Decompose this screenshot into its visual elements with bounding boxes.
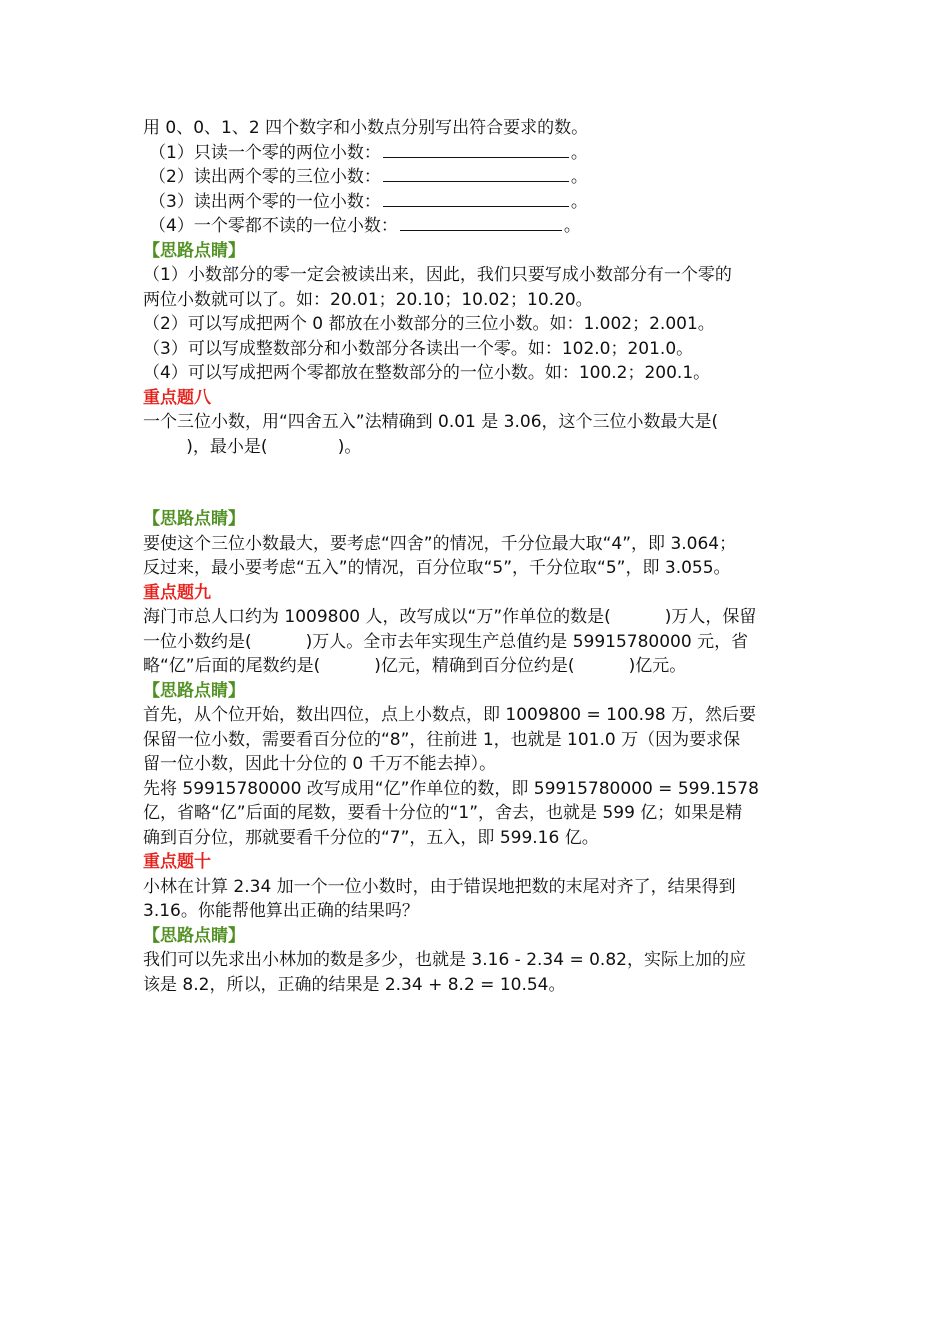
spacer: [143, 459, 813, 507]
q8-question-line: 一个三位小数，用“四舍五入”法精确到 0.01 是 3.06，这个三位小数最大是(: [143, 412, 719, 432]
q9-question-line: 海门市总人口约为 1009800 人，改写成以“万”作单位的数是( )万人，保留: [143, 607, 757, 627]
q7-hint-line: （2）可以写成把两个 0 都放在小数部分的三位小数。如：1.002；2.001。: [143, 314, 715, 334]
answer-blank: [383, 192, 569, 207]
q7-item-end: 。: [563, 216, 581, 236]
q8-title: 重点题八: [143, 387, 211, 408]
q8-hint-line: 反过来，最小要考虑“五入”的情况，百分位取“5”，千分位取“5”，即 3.055。: [143, 558, 731, 578]
q8-question-line: )，最小是( )。: [143, 436, 362, 457]
q10-hint-title: 【思路点睛】: [143, 925, 245, 946]
q7-item-2: [143, 165, 813, 190]
q10-question-line: 3.16。你能帮他算出正确的结果吗？: [143, 901, 419, 921]
q10-title: 重点题十: [143, 852, 211, 872]
answer-blank: [400, 216, 562, 231]
q7-intro: 用 0、0、1、2 四个数字和小数点分别写出符合要求的数。: [143, 118, 589, 138]
q9-hint-line: 亿，省略“亿”后面的尾数，要看十分位的“1”，舍去，也就是 599 亿；如果是精: [143, 803, 743, 823]
q8-hint-line: 要使这个三位小数最大，要考虑“四舍”的情况，千分位最大取“4”，即 3.064；: [143, 533, 737, 554]
q7-hint-line: （1）小数部分的零一定会被读出来，因此，我们只要写成小数部分有一个零的: [143, 265, 732, 285]
answer-blank: [383, 143, 569, 158]
q7-hint-line: （4）可以写成把两个零都放在整数部分的一位小数。如：100.2；200.1。: [143, 363, 711, 383]
q9-hint-line: 留一位小数，因此十分位的 0 千万不能去掉）。: [143, 754, 497, 774]
q8-hint-title: 【思路点睛】: [143, 509, 245, 529]
q7-hint-line: 两位小数就可以了。如：20.01；20.10；10.02；10.20。: [143, 289, 593, 310]
q9-question-line: 一位小数约是( )万人。全市去年实现生产总值约是 59915780000 元，省: [143, 631, 749, 652]
q10-hint-line: 该是 8.2，所以，正确的结果是 2.34 + 8.2 = 10.54。: [143, 974, 566, 995]
q9-title: 重点题九: [143, 582, 211, 603]
q7-item-4: [143, 214, 813, 239]
q7-item-1: [143, 141, 813, 166]
q7-item-label: （1）只读一个零的两位小数：: [149, 142, 381, 163]
q7-item-end: 。: [570, 142, 588, 163]
q7-item-label: （2）读出两个零的三位小数：: [149, 167, 381, 187]
q10-question-line: 小林在计算 2.34 加一个一位小数时，由于错误地把数的末尾对齐了，结果得到: [143, 876, 736, 897]
q7-hint-line: （3）可以写成整数部分和小数部分各读出一个零。如：102.0；201.0。: [143, 338, 694, 359]
q7-item-label: （4）一个零都不读的一位小数：: [149, 216, 398, 236]
q9-question-line: 略“亿”后面的尾数约是( )亿元，精确到百分位约是( )亿元。: [143, 656, 687, 676]
q9-hint-line: 保留一位小数，需要看百分位的“8”，往前进 1，也就是 101.0 万（因为要求保: [143, 729, 741, 750]
q9-hint-line: 先将 59915780000 改写成用“亿”作单位的数，即 59915780000 = 599.1578: [143, 778, 759, 799]
document-content: [143, 116, 813, 997]
q7-hint-title: 【思路点睛】: [143, 240, 245, 261]
q7-item-label: （3）读出两个零的一位小数：: [149, 191, 381, 212]
q7-item-end: 。: [570, 167, 588, 187]
q9-hint-line: 确到百分位，那就要看千分位的“7”，五入，即 599.16 亿。: [143, 827, 599, 848]
answer-blank: [383, 167, 569, 182]
q10-hint-line: 我们可以先求出小林加的数是多少，也就是 3.16 - 2.34 = 0.82，实际上加的应: [143, 950, 746, 970]
q9-hint-line: 首先，从个位开始，数出四位，点上小数点，即 1009800 = 100.98 万，然后要: [143, 705, 757, 725]
q7-item-end: 。: [570, 191, 588, 212]
q7-item-3: [143, 190, 813, 215]
q9-hint-title: 【思路点睛】: [143, 680, 245, 701]
